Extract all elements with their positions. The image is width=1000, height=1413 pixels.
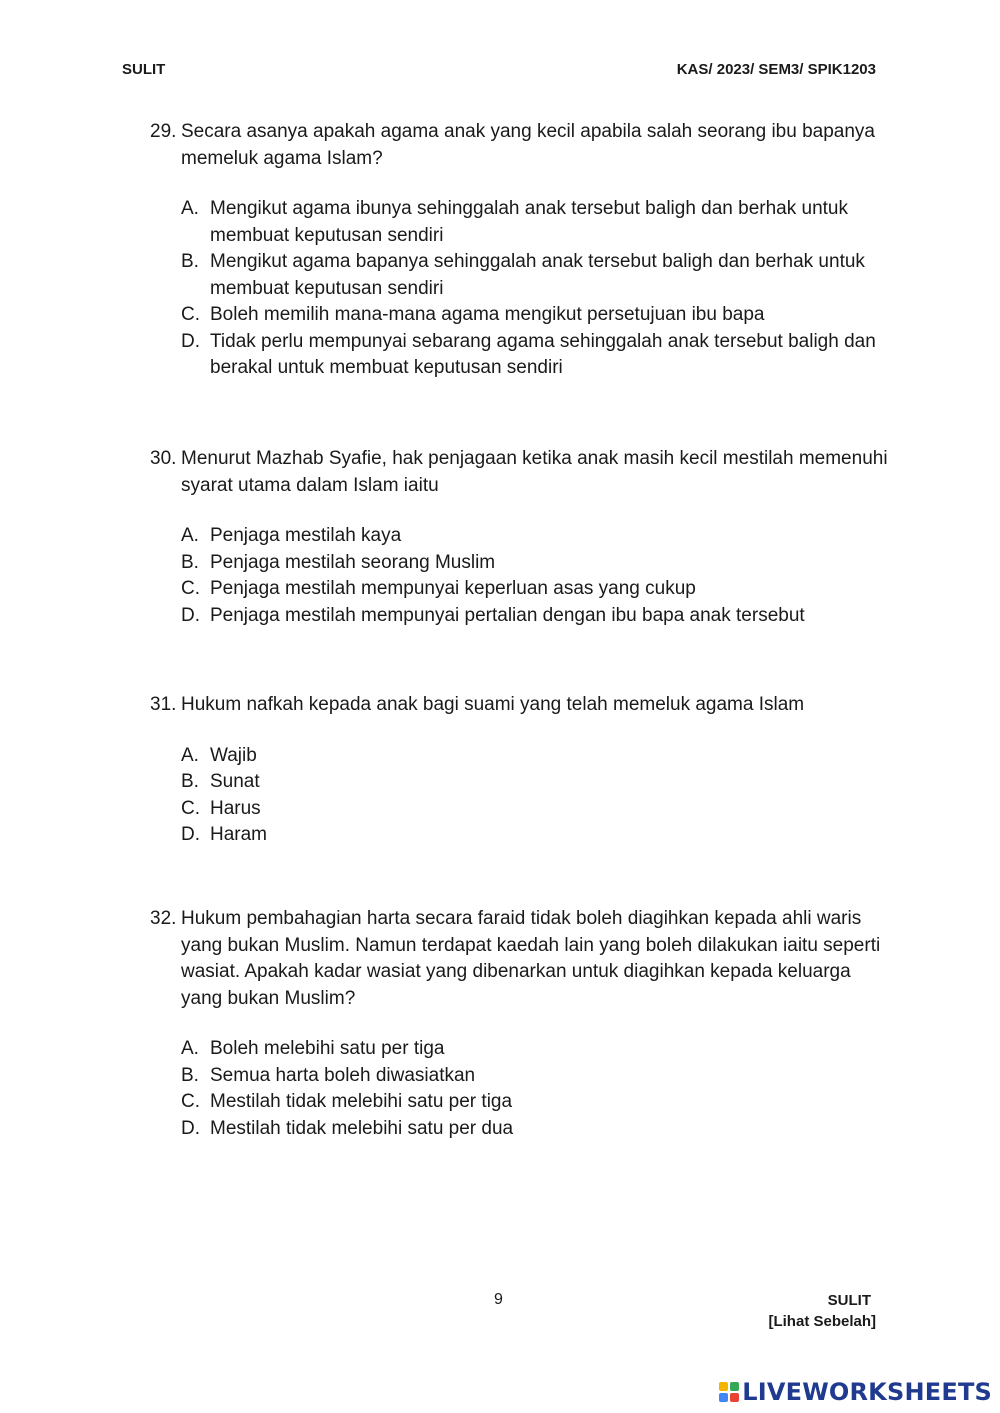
question-text: Hukum pembahagian harta secara faraid tidak boleh diagihkan kepada ahli waris yang bukan Muslim. Namun terdapat kaedah lain yang boleh dilakukan iaitu seperti wasiat. Apakah kadar wasiat yang dibenarkan untuk diagihkan kepada keluarga yang bukan Muslim? <box>181 908 881 1009</box>
option-letter: A. <box>181 744 199 766</box>
question-text: Menurut Mazhab Syafie, hak penjagaan ketika anak masih kecil mestilah memenuhi syarat utama dalam Islam iaitu <box>181 448 888 496</box>
option-letter: D. <box>181 1117 200 1139</box>
option-a[interactable] <box>181 196 890 249</box>
footer-next-page-label: [Lihat Sebelah] <box>768 1313 876 1330</box>
option-b[interactable] <box>181 249 890 302</box>
liveworksheets-watermark <box>719 1377 992 1407</box>
option-letter: A. <box>181 525 199 546</box>
footer-sulit-label: SULIT <box>827 1292 871 1309</box>
question-number: 31. <box>150 694 177 715</box>
option-c[interactable] <box>181 796 890 823</box>
option-a[interactable] <box>181 743 890 770</box>
option-letter: C. <box>181 304 200 325</box>
header-exam-code: KAS/ 2023/ SEM3/ SPIK1203 <box>676 61 876 78</box>
question-stem <box>150 906 890 1012</box>
option-a[interactable] <box>181 523 890 550</box>
option-text: Penjaga mestilah mempunyai pertalian dengan ibu bapa anak tersebut <box>210 604 805 626</box>
option-letter: D. <box>181 330 200 352</box>
option-c[interactable] <box>181 1089 890 1116</box>
option-text: Mestilah tidak melebihi satu per dua <box>210 1117 514 1139</box>
logo-square <box>719 1382 728 1391</box>
logo-square <box>730 1393 739 1402</box>
option-text: Penjaga mestilah kaya <box>210 525 402 546</box>
question-30 <box>150 446 890 629</box>
option-text: Penjaga mestilah mempunyai keperluan asas yang cukup <box>210 578 696 599</box>
option-text: Harus <box>210 797 261 819</box>
option-text: Sunat <box>210 771 260 792</box>
option-d[interactable] <box>181 329 890 382</box>
question-stem <box>150 119 890 172</box>
option-a[interactable] <box>181 1036 890 1063</box>
page-number: 9 <box>494 1291 503 1308</box>
option-d[interactable] <box>181 1116 890 1143</box>
option-text: Tidak perlu mempunyai sebarang agama sehinggalah anak tersebut baligh dan berakal untuk membuat keputusan sendiri <box>210 330 876 378</box>
option-text: Boleh memilih mana-mana agama mengikut persetujuan ibu bapa <box>210 304 765 325</box>
option-text: Wajib <box>210 744 257 766</box>
option-b[interactable] <box>181 1063 890 1090</box>
option-letter: C. <box>181 578 200 599</box>
question-32 <box>150 906 890 1142</box>
option-b[interactable] <box>181 769 890 796</box>
question-31 <box>150 692 890 849</box>
question-number: 30. <box>150 448 177 469</box>
option-b[interactable] <box>181 550 890 577</box>
option-list <box>181 196 890 382</box>
option-list <box>181 523 890 629</box>
option-letter: D. <box>181 824 200 845</box>
question-text: Secara asanya apakah agama anak yang kecil apabila salah seorang ibu bapanya memeluk agama Islam? <box>181 121 875 169</box>
option-text: Penjaga mestilah seorang Muslim <box>210 551 496 573</box>
header-left-label: SULIT <box>122 61 166 78</box>
option-letter: B. <box>181 251 199 272</box>
option-list <box>181 1036 890 1142</box>
option-letter: D. <box>181 604 200 626</box>
question-text: Hukum nafkah kepada anak bagi suami yang telah memeluk agama Islam <box>181 694 805 715</box>
question-stem <box>150 446 890 499</box>
question-stem <box>150 692 890 719</box>
option-letter: B. <box>181 551 199 573</box>
watermark-text: LIVEWORKSHEETS <box>742 1378 992 1406</box>
option-text: Mestilah tidak melebihi satu per tiga <box>210 1091 513 1112</box>
option-text: Boleh melebihi satu per tiga <box>210 1038 445 1059</box>
logo-square <box>719 1393 728 1402</box>
option-text: Haram <box>210 824 268 845</box>
option-c[interactable] <box>181 576 890 603</box>
option-letter: A. <box>181 198 199 219</box>
option-text: Mengikut agama ibunya sehinggalah anak tersebut baligh dan berhak untuk membuat keputusan sendiri <box>210 198 849 246</box>
option-c[interactable] <box>181 302 890 329</box>
option-d[interactable] <box>181 603 890 630</box>
option-d[interactable] <box>181 822 890 849</box>
option-letter: C. <box>181 1091 200 1112</box>
option-list <box>181 743 890 849</box>
question-number: 29. <box>150 121 177 142</box>
option-letter: C. <box>181 797 200 819</box>
option-text: Semua harta boleh diwasiatkan <box>210 1064 476 1086</box>
option-letter: B. <box>181 771 199 792</box>
option-text: Mengikut agama bapanya sehinggalah anak tersebut baligh dan berhak untuk membuat keputusan sendiri <box>210 251 865 299</box>
question-number: 32. <box>150 908 177 929</box>
option-letter: A. <box>181 1038 199 1059</box>
logo-square <box>730 1382 739 1391</box>
liveworksheets-logo-icon <box>719 1382 739 1402</box>
option-letter: B. <box>181 1064 199 1086</box>
question-29 <box>150 119 890 382</box>
